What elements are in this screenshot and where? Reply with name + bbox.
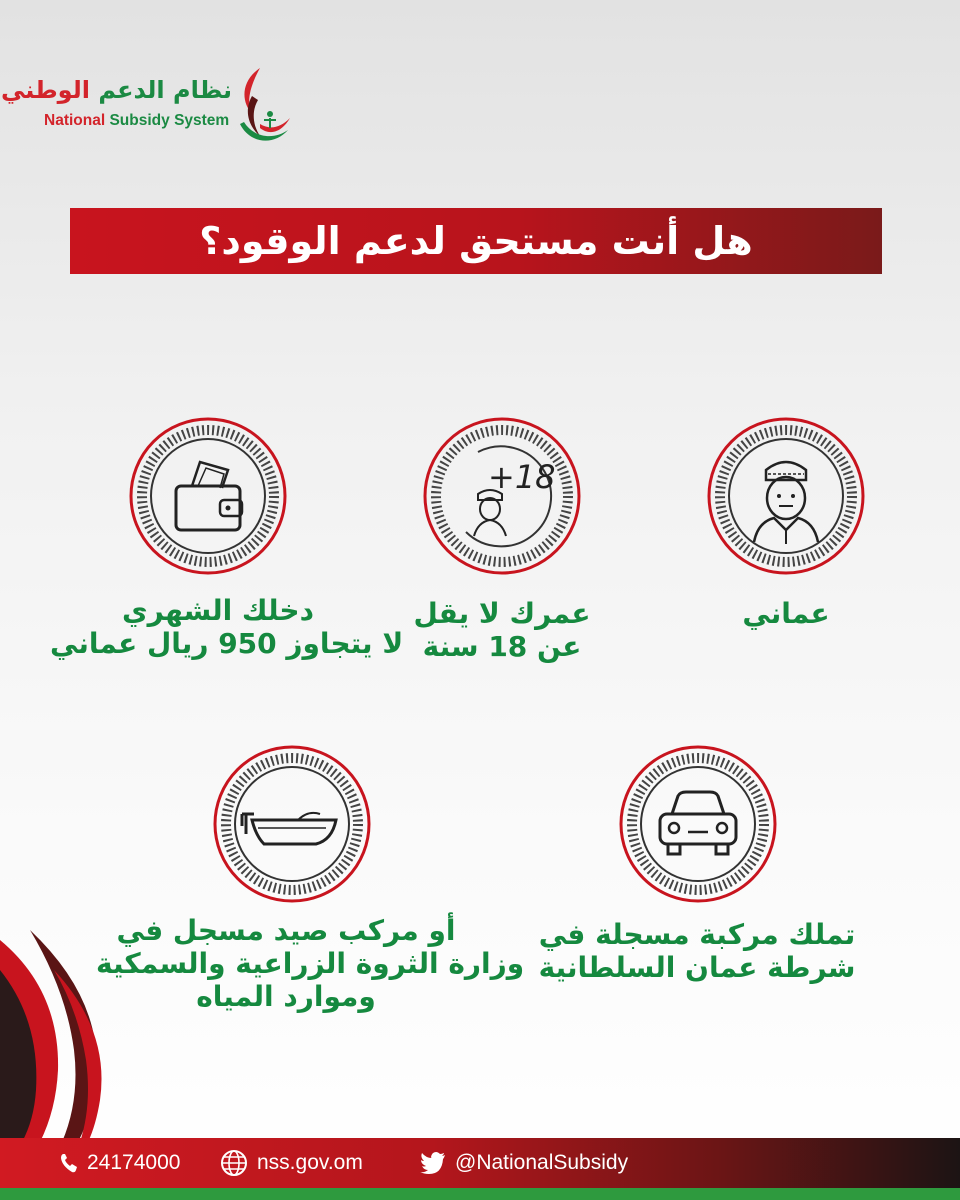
car-icon <box>614 740 782 908</box>
logo <box>1 66 294 146</box>
phone-icon <box>60 1153 78 1173</box>
wallet-icon <box>124 412 292 580</box>
twitter-icon <box>420 1152 446 1174</box>
criterion-label: عماني <box>742 597 830 630</box>
criterion-label: تملك مركبة مسجلة في شرطة عمان السلطانية <box>538 918 856 984</box>
footer-twitter[interactable]: @NationalSubsidy <box>420 1138 628 1188</box>
logo-english-text: National Subsidy System <box>44 112 230 129</box>
footer-phone[interactable]: 24174000 <box>60 1138 180 1188</box>
globe-icon <box>220 1149 248 1177</box>
criterion-label: عمرك لا يقل عن 18 سنة <box>413 597 591 663</box>
svg-text:+18: +18 <box>488 458 556 496</box>
logo-arabic-text: نظام الدعم الوطني <box>1 76 232 104</box>
footer-green-stripe <box>0 1188 960 1200</box>
decorative-swoosh <box>0 930 110 1142</box>
page-title: هل أنت مستحق لدعم الوقود؟ <box>199 219 753 263</box>
logo-emblem-icon <box>230 66 294 146</box>
omani-man-icon <box>702 412 870 580</box>
age-18-plus-icon <box>418 412 586 580</box>
footer-bar <box>0 1138 960 1188</box>
fishing-boat-icon <box>208 740 376 908</box>
criterion-label: أو مركب صيد مسجل في وزارة الثروة الزراعية والسمكية وموارد المياه <box>96 914 525 1013</box>
title-banner <box>70 208 882 274</box>
footer-website[interactable]: nss.gov.om <box>220 1138 363 1188</box>
criterion-label: دخلك الشهري لا يتجاوز 950 ريال عماني <box>50 594 404 660</box>
